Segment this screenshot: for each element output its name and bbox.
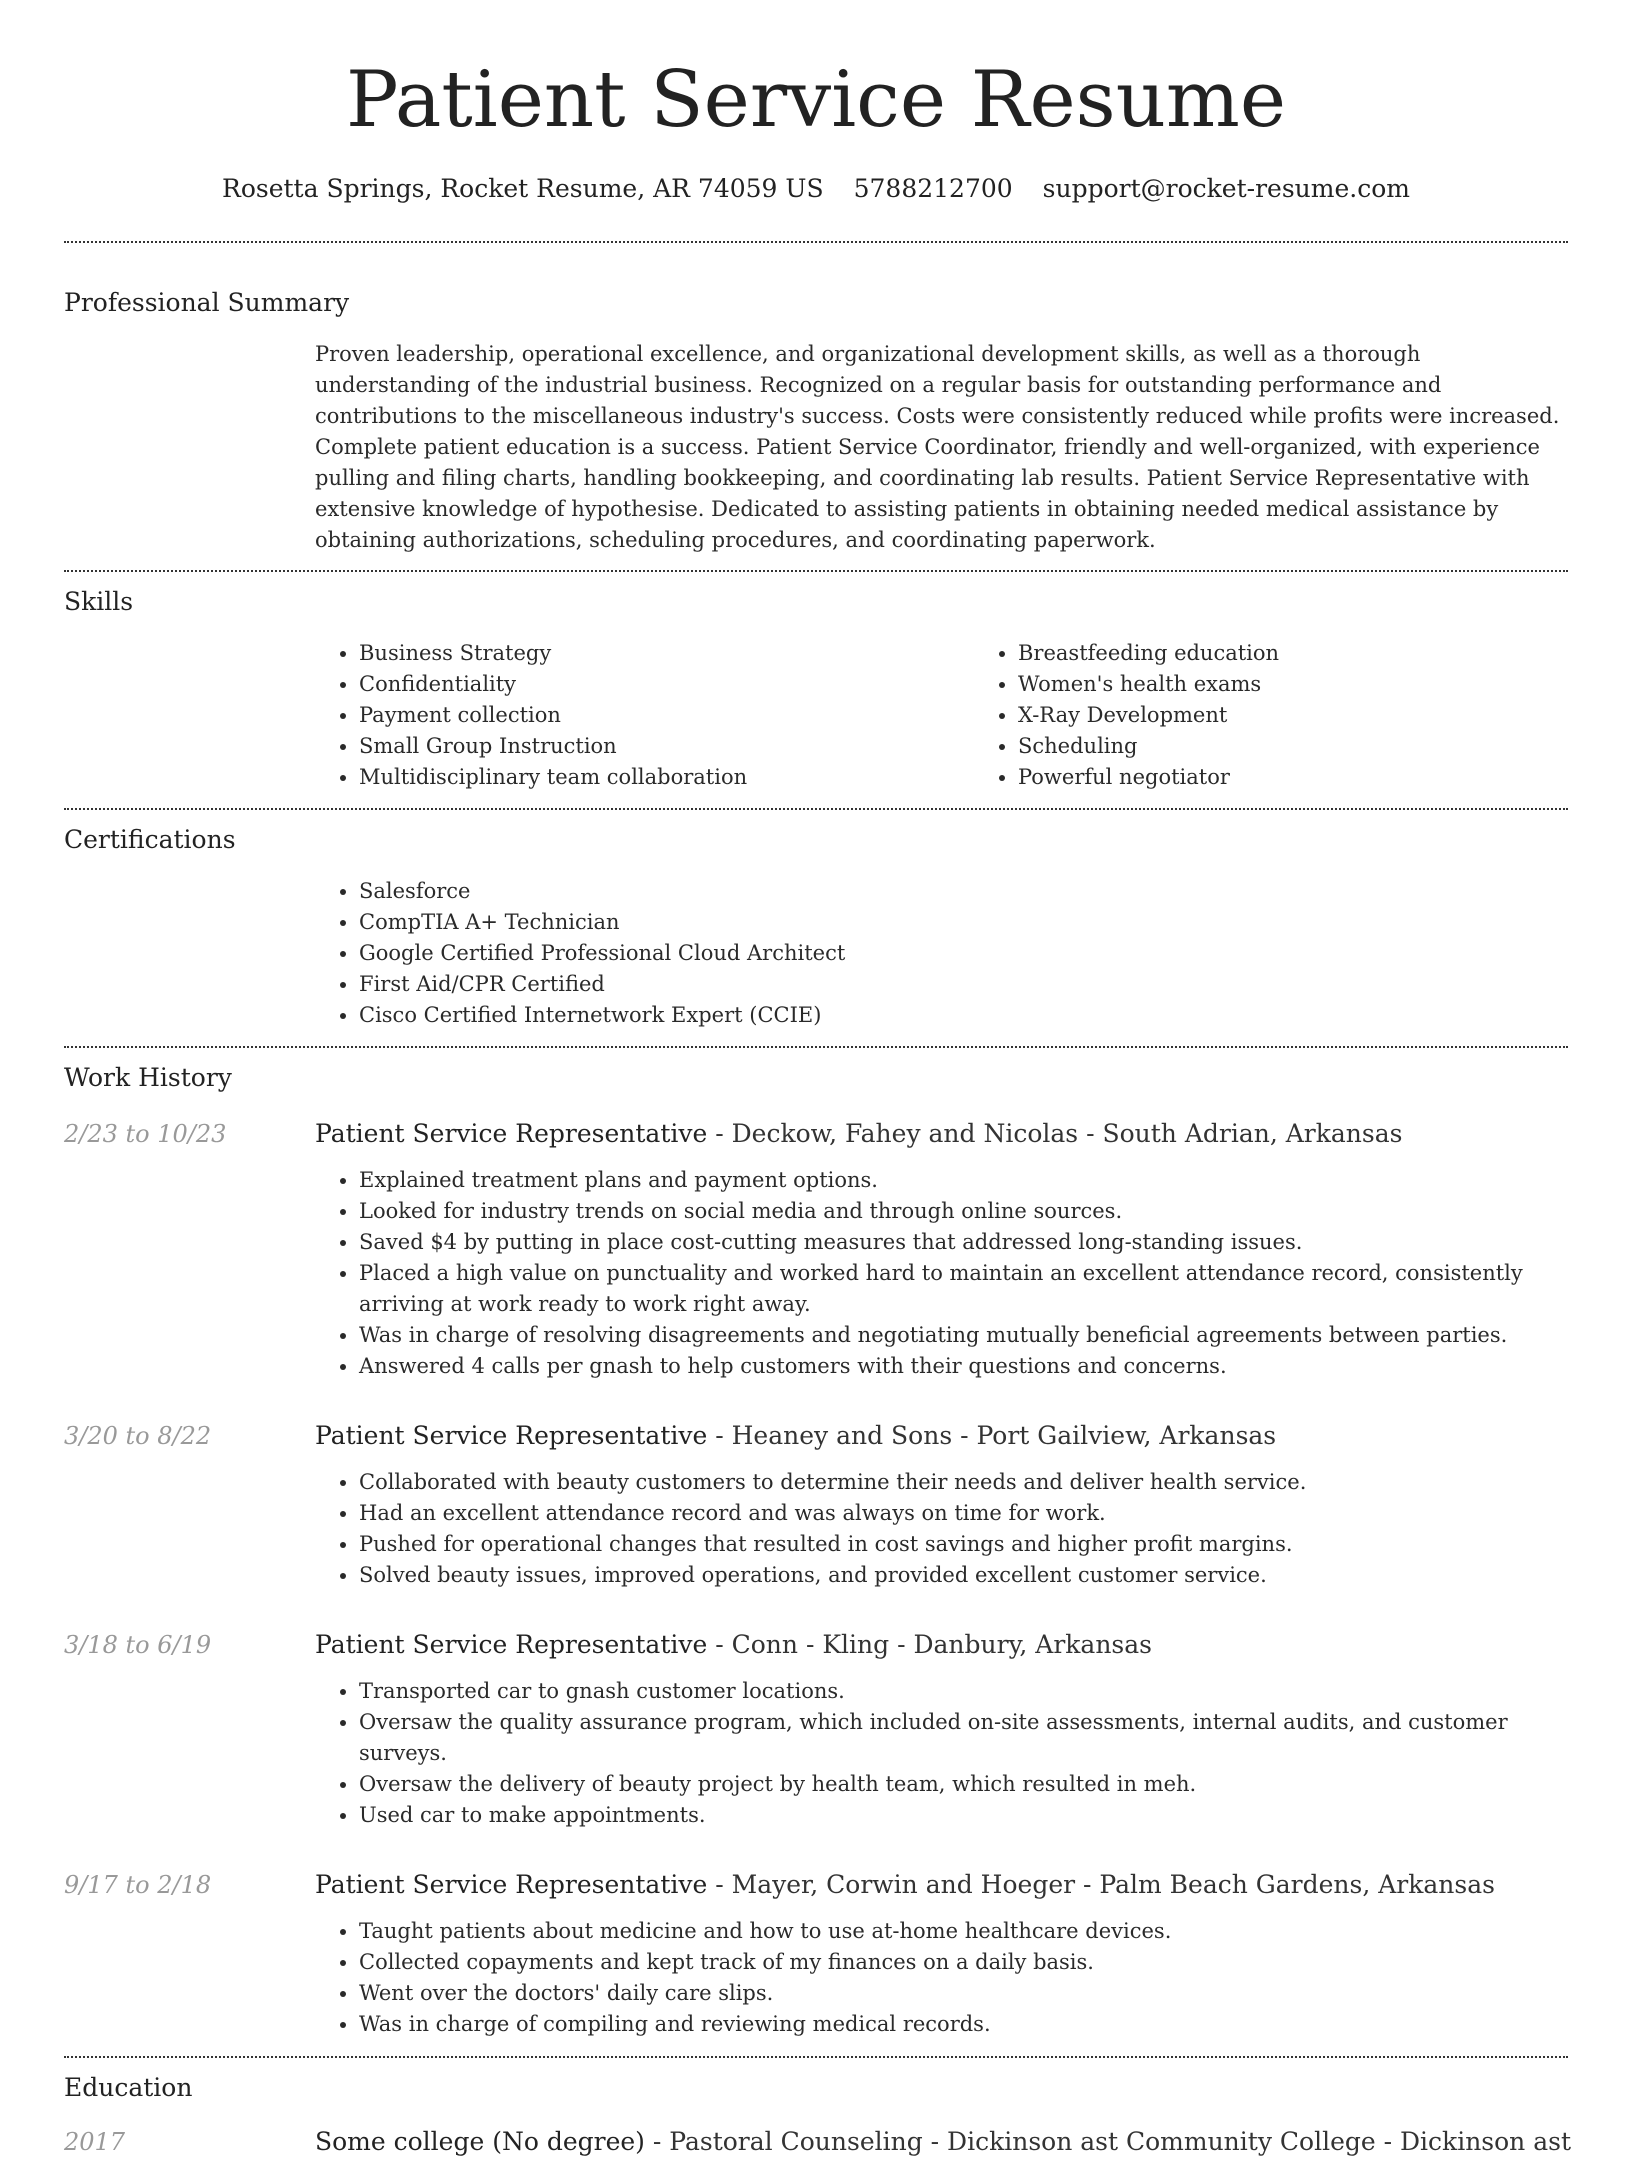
skill-item: • Powerful negotiator bbox=[1018, 762, 1633, 793]
skill-item: • Scheduling bbox=[1018, 731, 1633, 762]
skill-item: • Small Group Instruction bbox=[359, 731, 974, 762]
education-section bbox=[64, 2058, 1571, 2160]
skills-list-right bbox=[974, 638, 1633, 793]
job-title bbox=[315, 1627, 1568, 1663]
skill-item: • Breastfeeding education bbox=[1018, 638, 1633, 669]
job-duty: • Taught patients about medicine and how to use at-home healthcare devices. bbox=[359, 1916, 1568, 1947]
certification-item: • Google Certified Professional Cloud Architect bbox=[359, 938, 1568, 969]
certifications-heading: Certifications bbox=[64, 825, 236, 854]
job-title bbox=[315, 1418, 1568, 1454]
job-duties bbox=[315, 1165, 1568, 1382]
job-entry bbox=[64, 1418, 1568, 1591]
job-employer: - Mayer, Corwin and Hoeger - Palm Beach Gardens, Arkansas bbox=[707, 1870, 1495, 1899]
summary-section bbox=[64, 243, 1568, 556]
job-duty: • Looked for industry trends on social media and through online sources. bbox=[359, 1196, 1568, 1227]
skills-heading: Skills bbox=[64, 587, 134, 616]
certification-item: • First Aid/CPR Certified bbox=[359, 969, 1568, 1000]
job-duty: • Oversaw the quality assurance program, which included on-site assessments, internal audits, and customer surveys. bbox=[359, 1707, 1568, 1769]
skill-item: • Business Strategy bbox=[359, 638, 974, 669]
job-dates: 3/20 to 8/22 bbox=[64, 1422, 212, 1450]
job-duty: • Had an excellent attendance record and was always on time for work. bbox=[359, 1498, 1568, 1529]
job-duty: • Went over the doctors' daily care slips. bbox=[359, 1978, 1568, 2009]
job-employer: - Conn - Kling - Danbury, Arkansas bbox=[707, 1630, 1152, 1659]
skill-item: • Women's health exams bbox=[1018, 669, 1633, 700]
job-employer: - Deckow, Fahey and Nicolas - South Adrian, Arkansas bbox=[707, 1119, 1403, 1148]
skill-item: • Multidisciplinary team collaboration bbox=[359, 762, 974, 793]
education-title bbox=[315, 2124, 1571, 2160]
skill-item: • Confidentiality bbox=[359, 669, 974, 700]
skills-list-left bbox=[315, 638, 974, 793]
job-role: Patient Service Representative bbox=[315, 1870, 708, 1899]
job-duties bbox=[315, 1467, 1568, 1591]
job-duty: • Was in charge of resolving disagreements and negotiating mutually beneficial agreements between parties. bbox=[359, 1320, 1568, 1351]
job-duty: • Collected copayments and kept track of my finances on a daily basis. bbox=[359, 1947, 1568, 1978]
summary-heading: Professional Summary bbox=[64, 288, 350, 317]
work-history-heading: Work History bbox=[64, 1063, 232, 1092]
job-title bbox=[315, 1116, 1568, 1152]
job-duty: • Placed a high value on punctuality and worked hard to maintain an excellent attendance record, consistently arriving at work ready to work right away. bbox=[359, 1258, 1568, 1320]
job-duties bbox=[315, 1916, 1568, 2040]
certifications-section bbox=[64, 810, 1568, 1031]
education-entry bbox=[64, 2124, 1571, 2160]
job-duty: • Used car to make appointments. bbox=[359, 1800, 1568, 1831]
job-role: Patient Service Representative bbox=[315, 1119, 708, 1148]
job-duty: • Oversaw the delivery of beauty project by health team, which resulted in meh. bbox=[359, 1769, 1568, 1800]
education-degree: Some college (No degree) bbox=[315, 2127, 645, 2156]
job-entry bbox=[64, 1116, 1568, 1382]
summary-text: Proven leadership, operational excellence, and organizational development skills, as well as a thorough understanding of the industrial business. Recognized on a regular basis for outstanding performance and contributions to the miscellaneous industry's success. Costs were consistently reduced while profits were increased. Complete patient education is a success. Patient Service Coordinator, friendly and well-organized, with experience pulling and filing charts, handling bookkeeping, and coordinating lab results. Patient Service Representative with extensive knowledge of hypothesise. Dedicated to assisting patients in obtaining needed medical assistance by obtaining authorizations, scheduling procedures, and coordinating paperwork. bbox=[315, 342, 1560, 552]
certification-item: • CompTIA A+ Technician bbox=[359, 907, 1568, 938]
education-date: 2017 bbox=[64, 2128, 126, 2156]
job-duty: • Explained treatment plans and payment options. bbox=[359, 1165, 1568, 1196]
skills-section bbox=[64, 572, 1568, 793]
job-duty: • Saved $4 by putting in place cost-cutting measures that addressed long-standing issues. bbox=[359, 1227, 1568, 1258]
contact-email: support@rocket-resume.com bbox=[1042, 174, 1410, 203]
certifications-list bbox=[315, 876, 1568, 1031]
job-duty: • Collaborated with beauty customers to determine their needs and deliver health service. bbox=[359, 1467, 1568, 1498]
job-employer: - Heaney and Sons - Port Gailview, Arkansas bbox=[707, 1421, 1277, 1450]
job-role: Patient Service Representative bbox=[315, 1630, 708, 1659]
resume-title: Patient Service Resume bbox=[345, 55, 1287, 145]
job-dates: 2/23 to 10/23 bbox=[64, 1120, 227, 1148]
job-duty: • Solved beauty issues, improved operations, and provided excellent customer service. bbox=[359, 1560, 1568, 1591]
skill-item: • X-Ray Development bbox=[1018, 700, 1633, 731]
job-entry bbox=[64, 1867, 1568, 2040]
job-duty: • Pushed for operational changes that resulted in cost savings and higher profit margins. bbox=[359, 1529, 1568, 1560]
certification-item: • Salesforce bbox=[359, 876, 1568, 907]
job-duty: • Answered 4 calls per gnash to help customers with their questions and concerns. bbox=[359, 1351, 1568, 1382]
certification-item: • Cisco Certified Internetwork Expert (CCIE) bbox=[359, 1000, 1568, 1031]
job-duty: • Transported car to gnash customer locations. bbox=[359, 1676, 1568, 1707]
education-school: - Pastoral Counseling - Dickinson ast Community College - Dickinson ast bbox=[644, 2127, 1571, 2156]
job-duty: • Was in charge of compiling and reviewing medical records. bbox=[359, 2009, 1568, 2040]
job-role: Patient Service Representative bbox=[315, 1421, 708, 1450]
job-dates: 3/18 to 6/19 bbox=[64, 1631, 212, 1659]
work-history-section bbox=[64, 1048, 1568, 2040]
contact-phone: 5788212700 bbox=[853, 174, 1013, 203]
job-dates: 9/17 to 2/18 bbox=[64, 1871, 212, 1899]
education-heading: Education bbox=[64, 2073, 193, 2102]
job-title bbox=[315, 1867, 1568, 1903]
job-duties bbox=[315, 1676, 1568, 1831]
skill-item: • Payment collection bbox=[359, 700, 974, 731]
job-entry bbox=[64, 1627, 1568, 1831]
contact-address: Rosetta Springs, Rocket Resume, AR 74059 US bbox=[222, 174, 824, 203]
contact-line bbox=[64, 170, 1568, 208]
